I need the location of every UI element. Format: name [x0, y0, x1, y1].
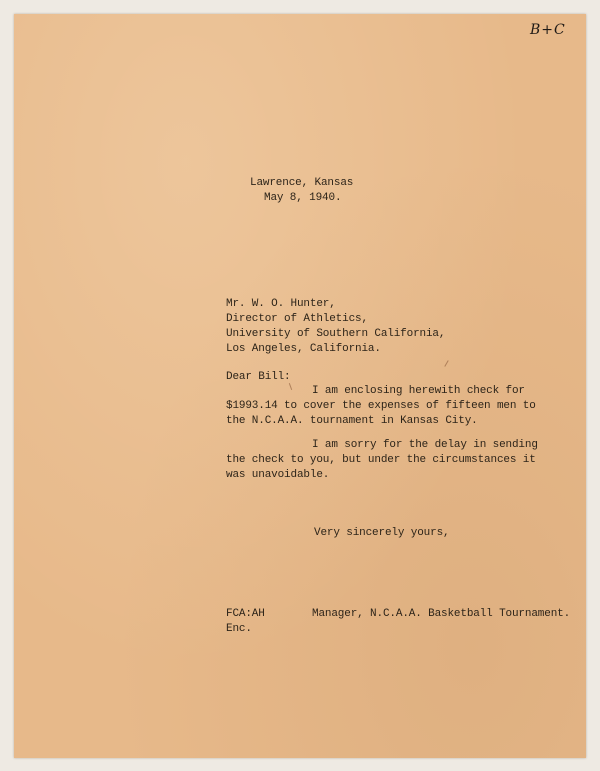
stray-mark [444, 360, 448, 367]
signer-title: Manager, N.C.A.A. Basketball Tournament. [312, 608, 571, 620]
salutation: Dear Bill: [226, 371, 291, 383]
handwritten-annotation: B+C [530, 22, 566, 38]
closing: Very sincerely yours, [314, 527, 450, 539]
recipient-line-4: Los Angeles, California. [226, 343, 381, 355]
recipient-line-2: Director of Athletics, [226, 313, 368, 325]
body-p1-line-1: I am enclosing herewith check for [312, 385, 525, 397]
recipient-line-1: Mr. W. O. Hunter, [226, 298, 336, 310]
typist-initials: FCA:AH [226, 608, 265, 620]
letter-page [14, 14, 586, 758]
recipient-line-3: University of Southern California, [226, 328, 446, 340]
body-p1-line-2: $1993.14 to cover the expenses of fifteen men to [226, 400, 536, 412]
dateline-date: May 8, 1940. [264, 192, 342, 204]
stray-mark [289, 383, 292, 390]
body-p2-line-1: I am sorry for the delay in sending [312, 439, 538, 451]
body-p2-line-3: was unavoidable. [226, 469, 330, 481]
body-p1-line-3: the N.C.A.A. tournament in Kansas City. [226, 415, 478, 427]
body-p2-line-2: the check to you, but under the circumstances it [226, 454, 536, 466]
dateline-place: Lawrence, Kansas [250, 177, 354, 189]
enclosure-note: Enc. [226, 623, 252, 635]
